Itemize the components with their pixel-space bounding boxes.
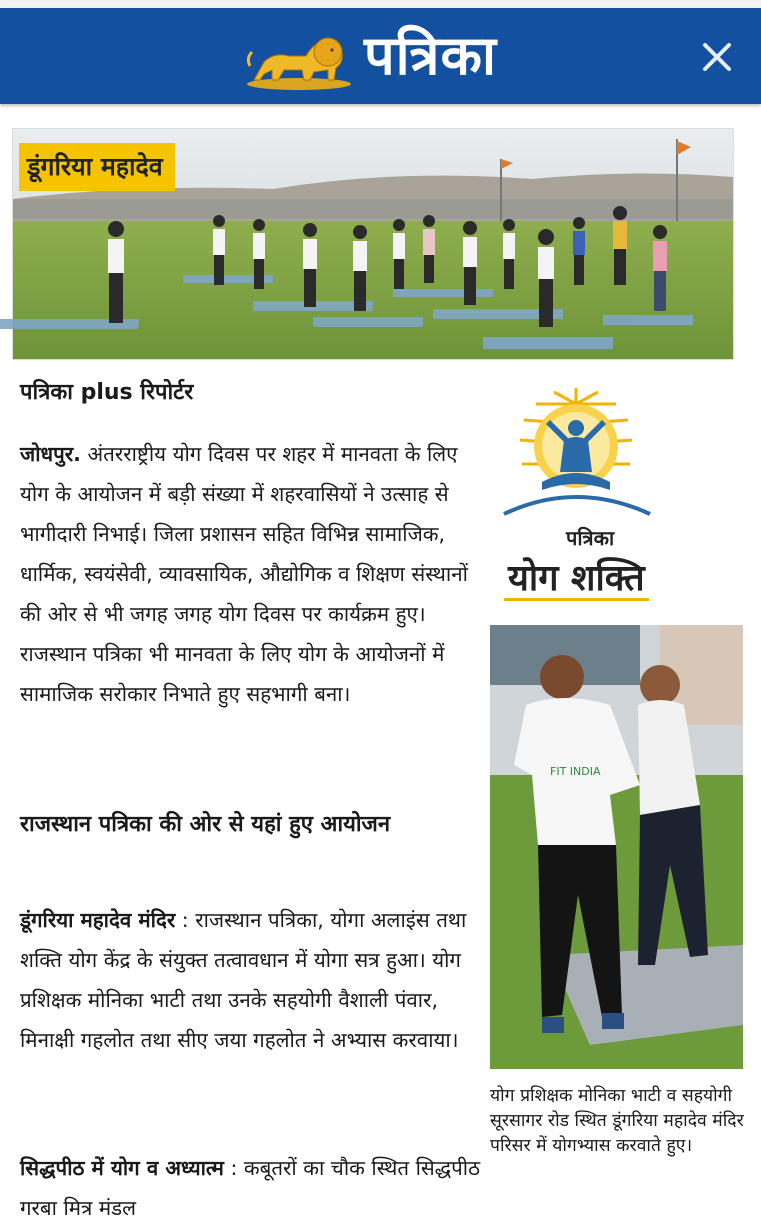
paragraph-text: : कबूतरों का चौक स्थित सिद्धपीठ गरबा मित्र मंडल: [20, 1156, 480, 1220]
close-button[interactable]: [694, 34, 740, 80]
article-subheading: राजस्थान पत्रिका की ओर से यहां हुए आयोजन: [20, 812, 391, 837]
paragraph-text: अंतरराष्ट्रीय योग दिवस पर शहर में मानवता के लिए योग के आयोजन में बड़ी संख्या में शहरवासियों ने उत्साह से भागीदारी निभाई। जिला प्रशासन सहित विभिन्न सामाजिक, धार्मिक, स्वयंसेवी, व्यावसायिक, औद्योगिक व शिक्षण संस्थानों की ओर से भी जगह जगह योग दिवस पर कार्यक्रम हुए। राजस्थान पत्रिका भी मानवता के लिए योग के आयोजनों में सामाजिक सरोकार निभाते हुए सहभागी बना।: [20, 442, 468, 706]
photo-caption: योग प्रशिक्षक मोनिका भाटी व सहयोगी सूरसागर रोड स्थित डूंगरिया महादेव मंदिर परिसर में योगभ्यास करवाते हुए।: [490, 1086, 744, 1156]
article-content: [0, 104, 761, 1220]
article-paragraph: [20, 1148, 480, 1228]
dateline: जोधपुर.: [20, 442, 81, 466]
article-paragraph: [20, 900, 480, 1060]
instructors-photo: [490, 625, 743, 1069]
lion-logo-icon: [244, 22, 354, 92]
status-strip: [0, 0, 761, 8]
location-tag: डूंगरिया महादेव: [19, 143, 175, 191]
shirt-print: FIT INDIA: [550, 765, 601, 778]
paragraph-text: : राजस्थान पत्रिका, योगा अलाइंस तथा शक्ति योग केंद्र के संयुक्त तत्वावधान में योगा सत्र हुआ। योग प्रशिक्षक मोनिका भाटी तथा उनके सहयोगी वैशाली पंवार, मिनाक्षी गहलोत तथा सीए जया गहलोत ने अभ्यास करवाया।: [20, 908, 467, 1052]
paragraph-lead: सिद्धपीठ में योग व अध्यात्म: [20, 1156, 224, 1180]
brand-title: पत्रिका: [364, 24, 497, 87]
hero-image: [12, 128, 734, 360]
article-paragraph: [20, 434, 480, 714]
article-byline: पत्रिका plus रिपोर्टर: [20, 380, 194, 405]
yoga-logo-subtitle: योग शक्ति: [508, 558, 645, 599]
app-header: [0, 8, 761, 104]
close-icon: [701, 41, 733, 73]
paragraph-lead: डूंगरिया महादेव मंदिर: [20, 908, 176, 932]
yoga-logo-title: पत्रिका: [566, 526, 615, 550]
